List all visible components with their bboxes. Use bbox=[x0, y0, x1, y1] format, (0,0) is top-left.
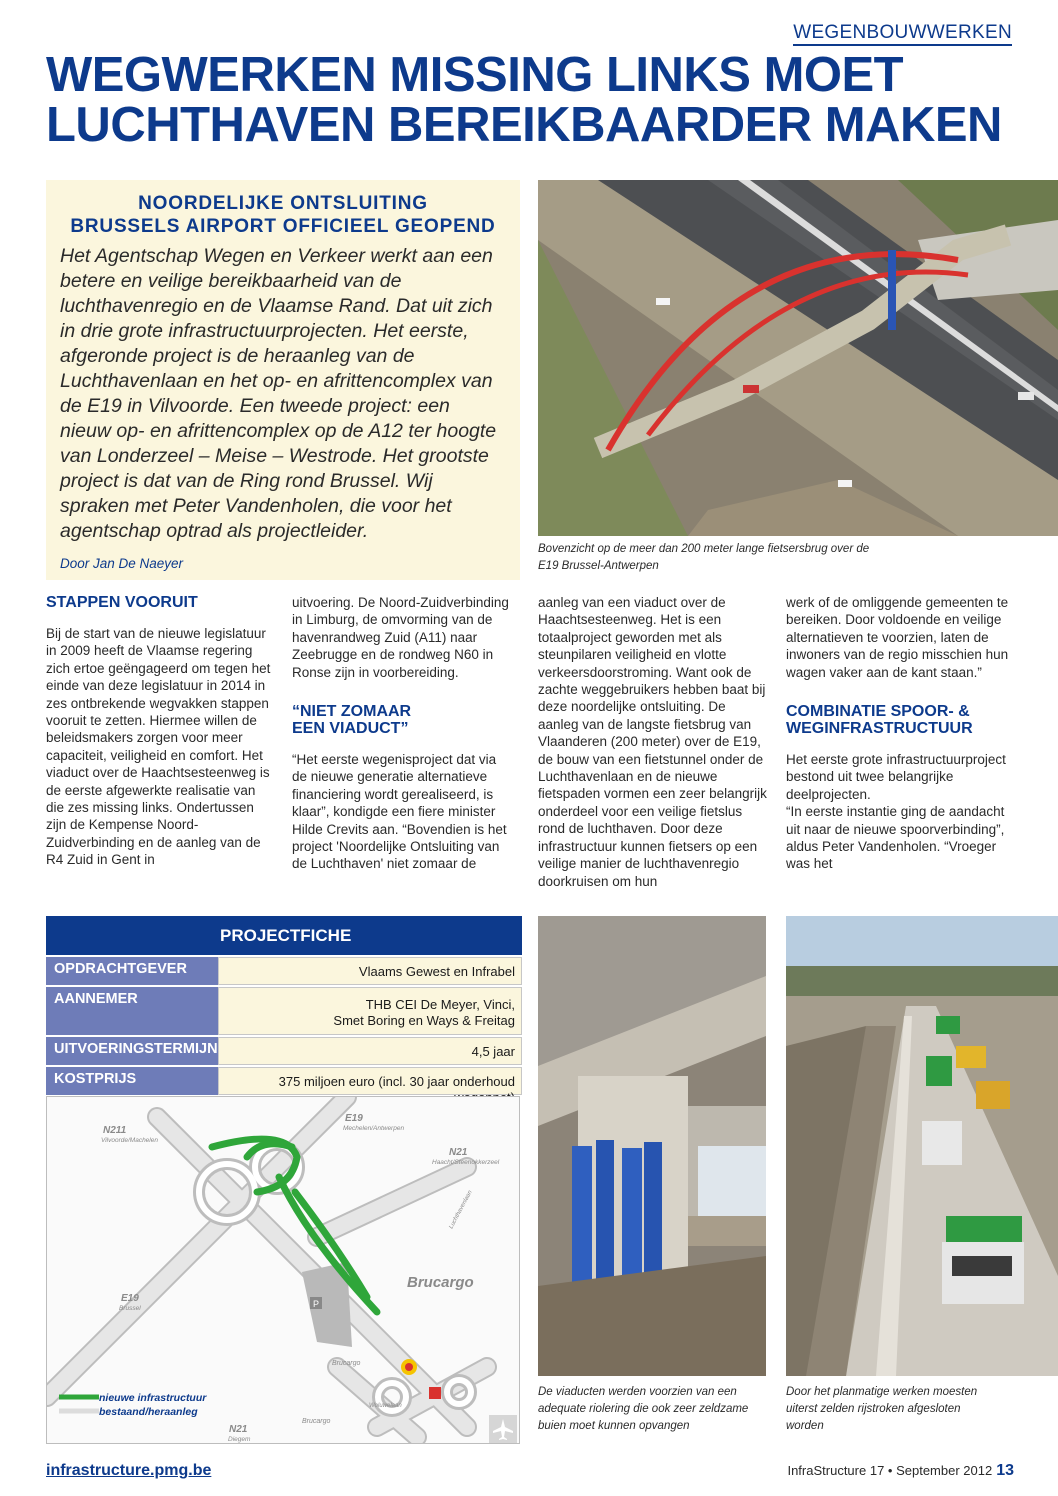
headline-line-1: WEGWERKEN MISSING LINKS MOET bbox=[46, 48, 904, 102]
store-logo-icon bbox=[429, 1387, 441, 1399]
legend-existing: bestaand/heraanleg bbox=[99, 1406, 198, 1418]
map-label-n211-sub: Vilvoorde/Machelen bbox=[101, 1137, 158, 1144]
intro-title-line-2: BRUSSELS AIRPORT OFFICIEEL GEOPEND bbox=[70, 216, 496, 237]
airplane-icon bbox=[489, 1415, 517, 1443]
author-byline: Door Jan De Naeyer bbox=[60, 556, 184, 571]
col4-paragraph-3: “In eerste instantie ging de aandacht uit naar de nieuwe spoorverbinding”, aldus Peter Vandenholen. “Vroeger was het bbox=[786, 804, 1005, 872]
map-label-n21-bottom-sub: Diegem bbox=[228, 1436, 251, 1443]
project-map bbox=[46, 1096, 520, 1444]
article-column-4 bbox=[786, 594, 1018, 873]
map-label-brucargo: Brucargo bbox=[407, 1274, 474, 1291]
page-number: 13 bbox=[996, 1462, 1014, 1479]
roadworks-photo bbox=[786, 916, 1058, 1376]
intro-box bbox=[46, 180, 520, 580]
viaduct-pillars-photo bbox=[538, 916, 766, 1376]
viaduct-photo-caption: De viaducten werden voorzien van een adequate riolering die ook zeer zeldzame buien moet kunnen opvangen bbox=[538, 1386, 749, 1432]
subhead-line-1: “NIET ZOMAAR bbox=[292, 703, 412, 721]
map-label-n211: N211 bbox=[103, 1125, 127, 1136]
fiche-value bbox=[218, 987, 522, 1035]
fiche-row-kostprijs bbox=[46, 1065, 522, 1095]
roadworks-photo-caption: Door het planmatige werken moesten uiterst zelden rijstroken afgesloten worden bbox=[786, 1386, 978, 1432]
fiche-key: UITVOERINGSTERMIJN bbox=[46, 1037, 218, 1065]
headline bbox=[46, 50, 1026, 150]
fiche-key: AANNEMER bbox=[46, 987, 218, 1035]
article-column-3 bbox=[538, 594, 768, 890]
fiche-value: 4,5 jaar bbox=[218, 1037, 522, 1065]
map-label-e19-top: E19 bbox=[345, 1113, 363, 1124]
intro-title-line-1: NOORDELIJKE ONTSLUITING bbox=[138, 193, 428, 214]
footer-url[interactable]: infrastructure.pmg.be bbox=[46, 1462, 212, 1479]
map-label-e19-left-sub: Brussel bbox=[119, 1305, 141, 1312]
fiche-value: Vlaams Gewest en Infrabel bbox=[218, 957, 522, 985]
subhead-line-1: COMBINATIE SPOOR- & bbox=[786, 703, 970, 721]
fiche-row-aannemer bbox=[46, 985, 522, 1035]
footer-issue-text: InfraStructure 17 • September 2012 bbox=[787, 1463, 993, 1478]
intro-title bbox=[60, 192, 506, 238]
fiche-key: OPDRACHTGEVER bbox=[46, 957, 218, 985]
col4-paragraph-1: werk of de omliggende gemeenten te bereiken. Door voldoende en veilige alternatieven te voorzien, laten de inwoners van de regio misschien hun wagen vaker aan de kant staan.” bbox=[786, 595, 1009, 680]
map-label-street-1: Luchthavenlaan bbox=[448, 1189, 474, 1230]
fiche-value-line-1: THB CEI De Meyer, Vinci, bbox=[365, 997, 515, 1012]
col2-paragraph-2: “Het eerste wegenisproject dat via de nieuwe generatie alternatieve financiering wordt gerealiseerd, is klaar”, kondigde een fiere minister Hilde Crevits aan. “Bovendien is het project 'Noordelijke Ontsluiting van de Luchthaven' niet zomaar de bbox=[292, 752, 507, 872]
map-legend bbox=[59, 1392, 207, 1418]
map-label-n21-top-sub: Haacht/Steenokkerzeel bbox=[432, 1159, 500, 1166]
col3-paragraph: aanleg van een viaduct over de Haachtsesteenweg. Het is een totaalproject geworden met als steunpilaren veiligheid en vlotte verkeersdoorstroming. Want ook de zachte weggebruikers hebben baat bij deze noordelijke ontsluiting. De aanleg van de langste fietsbrug van Vlaanderen (200 meter) over de E19, de bouw van een fietstunnel onder de Luchthavenlaan en de nieuwe fietspaden vormen een zeer belangrijk onderdeel voor een veilige fietslus rond de luchthaven. Door deze infrastructuur kunnen fietsers op een veilige manier de luchthavenregio doorkruisen om hun bbox=[538, 595, 767, 889]
map-label-brucargo-small-1: Brucargo bbox=[332, 1360, 361, 1367]
subhead-stappen-vooruit: STAPPEN VOORUIT bbox=[46, 594, 198, 611]
project-fiche bbox=[46, 916, 522, 1095]
col1-paragraph: Bij de start van de nieuwe legislatuur in 2009 heeft de Vlaamse regering zich ertoe geëngageerd om tegen het einde van deze legislatuur in 2014 in zes ontbrekende wegvakken stappen vooruit te zetten. Hiermee willen de beleidsmakers zorgen voor meer capaciteit, veiligheid en comfort. Het viaduct over de Haachtsesteenweg is de eerste afgewerkte realisatie van die zes missing links. Ondertussen zijn de Kempense Noord-Zuidverbinding en de aanleg van de R4 Zuid in Gent in bbox=[46, 626, 271, 868]
col4-paragraph-2: Het eerste grote infrastructuurproject bestond uit twee belangrijke deelprojecten. bbox=[786, 752, 1006, 802]
headline-line-2: LUCHTHAVEN BEREIKBAARDER MAKEN bbox=[46, 98, 1002, 152]
map-label-e19-left: E19 bbox=[121, 1293, 139, 1304]
map-label-brucargo-small-2: Brucargo bbox=[302, 1418, 331, 1425]
intro-text: Het Agentschap Wegen en Verkeer werkt aan een betere en veilige bereikbaarheid van de luchthavenregio en de Vlaamse Rand. Dat uit zich in drie grote infrastructuurprojecten. Het eerste, afgeronde project is de heraanleg van de Luchthavenlaan en het op- en afrittencomplex van de E19 in Vilvoorde. Een tweede project: een nieuw op- en afrittencomplex op de A12 ter hoogte van Londerzeel – Meise – Westrode. Het grootste project is dat van de Ring rond Brussel. Wij spraken met Peter Vandenholen, die voor het agentschap optrad als projectleider. bbox=[60, 245, 497, 542]
col2-paragraph-1: uitvoering. De Noord-Zuidverbinding in Limburg, de omvorming van de havenrandweg Zuid (A11) naar Zeebrugge en de rondweg N60 in Ronse zijn in voorbereiding. bbox=[292, 595, 509, 680]
subhead-combinatie bbox=[786, 703, 1018, 737]
subhead-niet-zomaar bbox=[292, 703, 514, 737]
article-column-1 bbox=[46, 594, 271, 869]
subhead-line-2: WEGINFRASTRUCTUUR bbox=[786, 720, 973, 738]
fiche-value: 375 miljoen euro (incl. 30 jaar onderhoud bbox=[218, 1067, 522, 1095]
footer-issue bbox=[787, 1462, 1014, 1480]
fiche-row-uitvoeringstermijn bbox=[46, 1035, 522, 1065]
map-label-e19-top-sub: Mechelen/Antwerpen bbox=[343, 1125, 405, 1132]
map-label-street-2: Woluwelaan bbox=[369, 1403, 402, 1409]
map-label-n21-bottom: N21 bbox=[229, 1424, 248, 1435]
parking-label: P bbox=[313, 1299, 320, 1309]
subhead-line-2: EEN VIADUCT” bbox=[292, 720, 409, 738]
map-label-n21-top: N21 bbox=[449, 1147, 468, 1158]
legend-new: nieuwe infrastructuur bbox=[99, 1392, 207, 1404]
fiche-value-line-2: Smet Boring en Ways & Freitag bbox=[333, 1013, 515, 1028]
fiche-key: KOSTPRIJS bbox=[46, 1067, 218, 1095]
top-photo-caption: Bovenzicht op de meer dan 200 meter lange fietsersbrug over de E19 Brussel-Antwerpen bbox=[538, 543, 870, 572]
section-label: WEGENBOUWWERKEN bbox=[793, 22, 1012, 46]
article-column-2 bbox=[292, 594, 514, 873]
bridge-aerial-photo bbox=[538, 180, 1058, 536]
fiche-title: PROJECTFICHE bbox=[46, 916, 522, 955]
fiche-row-opdrachtgever bbox=[46, 955, 522, 985]
